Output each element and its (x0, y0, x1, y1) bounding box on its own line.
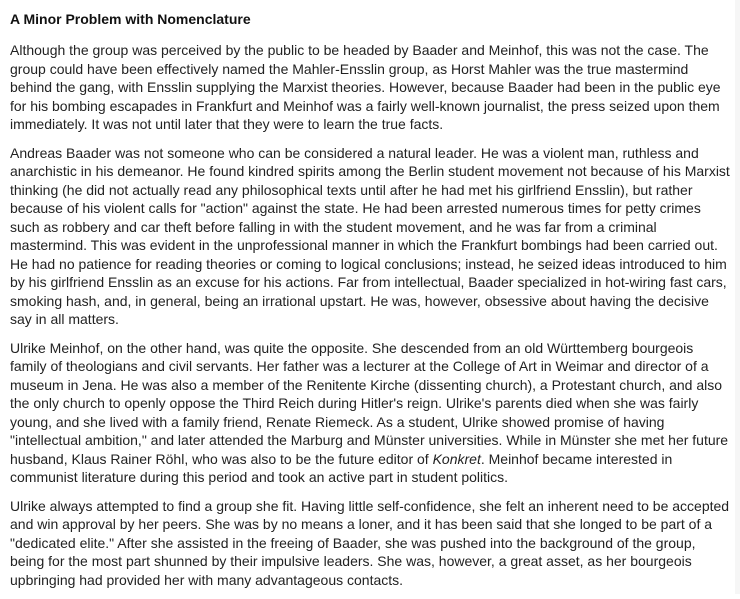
article (10, 9, 732, 599)
article-title: A Minor Problem with Nomenclature (10, 11, 251, 27)
right-gutter (735, 0, 740, 594)
publication-name: Konkret (432, 450, 481, 467)
paragraph-nomenclature: Although the group was perceived by the public to be headed by Baader and Meinhof, this was not the case. The group could have been effectively named the Mahler-Ensslin group, as Horst Mahler was the true mastermind behind the gang, with Ensslin supplying the Marxist theories. However, because Baader had been in the public eye for his bombing escapades in Frankfurt and Meinhof was a fairly well-known journalist, the press seized upon them immediately. It was not until later that they were to learn the true facts. (10, 42, 721, 132)
paragraph-meinhof-background (10, 339, 732, 487)
paragraph-baader: Andreas Baader was not someone who can be considered a natural leader. He was a violent man, ruthless and anarchistic in his demeanor. He found kindred spirits among the Berlin student movement not because of his Marxist thinking (he did not actually read any philosophical texts until after he had met his girlfriend Ensslin), but rather because of his violent calls for "action" against the state. He had been arrested numerous times for petty crimes such as robbery and car theft before falling in with the student movement, and he was far from a criminal mastermind. This was evident in the unprofessional manner in which the Frankfurt bombings had been carried out. He had no patience for reading theories or coming to logical conclusions; instead, he seized ideas introduced to him by his girlfriend Ensslin as an excuse for his actions. Far from intellectual, Baader specialized in hot-wiring fast cars, smoking hash, and, in general, being an irrational upstart. He was, however, obsessive about having the decisive say in all matters. (10, 144, 730, 327)
paragraph-text: Ulrike Meinhof, on the other hand, was quite the opposite. She descended from an old Württemberg bourgeois family of theologians and civil servants. Her father was a lecturer at the College of Art in Weimar and director of a museum in Jena. He was also a member of the Renitente Kirche (dissenting church), a Protestant church, and also the only church to openly oppose the Third Reich during Hitler's reign. Ulrike's parents died when she was fairly young, and she lived with a family friend, Renate Riemeck. As a student, Ulrike showed promise of having "intellectual ambition," and later attended the Marburg and Münster universities. While in Münster she met her future husband, Klaus Rainer Röhl, who was also to be the future editor of (10, 339, 729, 467)
paragraph-meinhof-group: Ulrike always attempted to find a group she fit. Having little self-confidence, she felt an inherent need to be accepted and win approval by her peers. She was by no means a loner, and it has been said that she longed to be part of a "dedicated elite." After she assisted in the freeing of Baader, she was pushed into the background of the group, being for the most part shunned by their impulsive leaders. She was, however, a great asset, as her bourgeois upbringing had provided her with many advantageous contacts. (10, 497, 730, 588)
paragraph-text: . Meinhof became interested in communist literature during this period and took an active part in student politics. (10, 450, 673, 485)
